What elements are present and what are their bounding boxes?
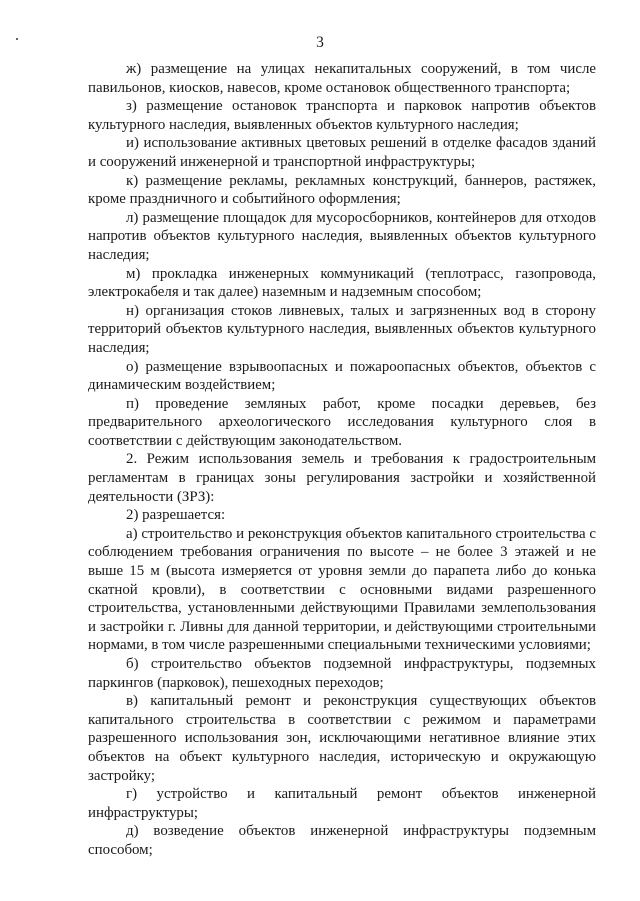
page-number: 3 [316,34,324,51]
paragraph-n: н) организация стоков ливневых, талых и загрязненных вод в сторону территорий объектов культурного наследия, выявленных объектов культурного наследия; [88,302,596,356]
paragraph-z: з) размещение остановок транспорта и парковок напротив объектов культурного наследия, выявленных объектов культурного наследия; [88,98,596,133]
paragraph-d: д) возведение объектов инженерной инфраструктуры подземным способом; [88,823,596,858]
document-body [88,60,596,860]
paragraph-k: к) размещение рекламы, рекламных конструкций, баннеров, растяжек, кроме праздничного и событийного оформления; [88,172,596,208]
section-2-heading: 2. Режим использования земель и требования к градостроительным регламентам в границах зоны регулирования застройки и хозяйственной деятельности (ЗРЗ): [88,451,596,505]
permitted-heading: 2) разрешается: [126,507,226,524]
paragraph-b: б) строительство объектов подземной инфраструктуры, подземных паркингов (парковок), пешеходных переходов; [88,656,596,691]
paragraph-a: а) строительство и реконструкция объектов капитального строительства с соблюдением требования ограничения по высоте – не более 3 этажей и не выше 15 м (высота измеряется от уровня земли до парапета либо до конька скатной кровли), в соответствии с основными видами разрешенного строительства, установленными действующими Правилами землепользования и застройки г. Ливны для данной территории, и действующими строительными нормами, в том числе разрешенными специальными техническими условиями; [88,525,596,654]
paragraph-i: и) использование активных цветовых решений в отделке фасадов зданий и сооружений инженерной и транспортной инфраструктуры; [88,135,596,170]
paragraph-l: л) размещение площадок для мусоросборников, контейнеров для отходов напротив объектов культурного наследия, выявленных объектов культурного наследия; [88,209,596,263]
paragraph-p: п) проведение земляных работ, кроме посадки деревьев, без предварительного археологического исследования культурного слоя в соответствии с действующим законодательством. [88,395,596,449]
paragraph-v: в) капитальный ремонт и реконструкция существующих объектов капитального строительства в соответствии с режимом и параметрами разрешенного использования зон, исключающими негативное влияние этих объектов на объект культурного наследия, историческую и окружающую застройку; [88,693,596,784]
paragraph-zh: ж) размещение на улицах некапитальных сооружений, в том числе павильонов, киосков, навесов, кроме остановок общественного транспорта; [88,61,596,96]
paragraph-m: м) прокладка инженерных коммуникаций (теплотрасс, газопровода, электрокабеля и так далее) наземным и надземным способом; [88,265,596,301]
paragraph-g: г) устройство и капитальный ремонт объектов инженерной инфраструктуры; [88,786,596,821]
paragraph-o: о) размещение взрывоопасных и пожароопасных объектов, объектов с динамическим воздействием; [88,358,596,394]
